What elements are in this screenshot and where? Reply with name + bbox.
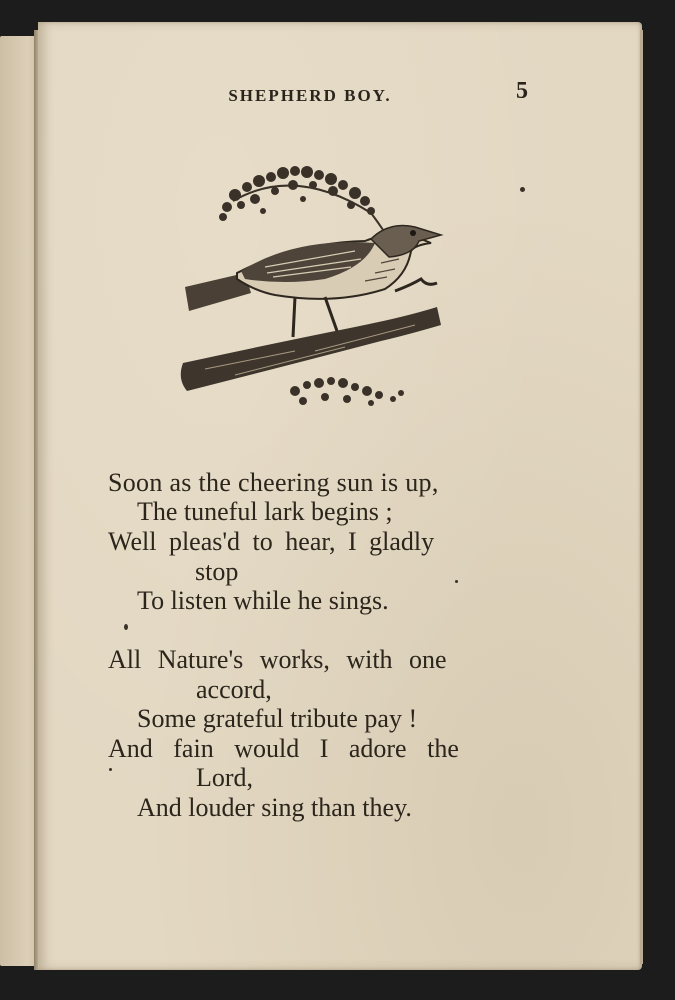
poem-line: The tuneful lark begins ;	[137, 497, 393, 526]
poem-line: Some grateful tribute pay !	[137, 704, 418, 733]
poem-line: And fain would I adore the	[108, 734, 459, 763]
poem-line: Soon as the cheering sun is up,	[108, 468, 439, 497]
poem-line: All Nature's works, with one	[108, 645, 447, 674]
poem-line: Lord,	[196, 763, 254, 792]
page-number: 5	[516, 78, 528, 104]
poem-line: To listen while he sings.	[137, 586, 389, 615]
poem-line: And louder sing than they.	[137, 793, 412, 822]
poem-line: accord,	[196, 675, 272, 704]
poem-line: stop	[195, 557, 239, 586]
running-head: SHEPHERD BOY.	[228, 86, 392, 105]
poem-line: Well pleas'd to hear, I gladly	[108, 527, 435, 556]
